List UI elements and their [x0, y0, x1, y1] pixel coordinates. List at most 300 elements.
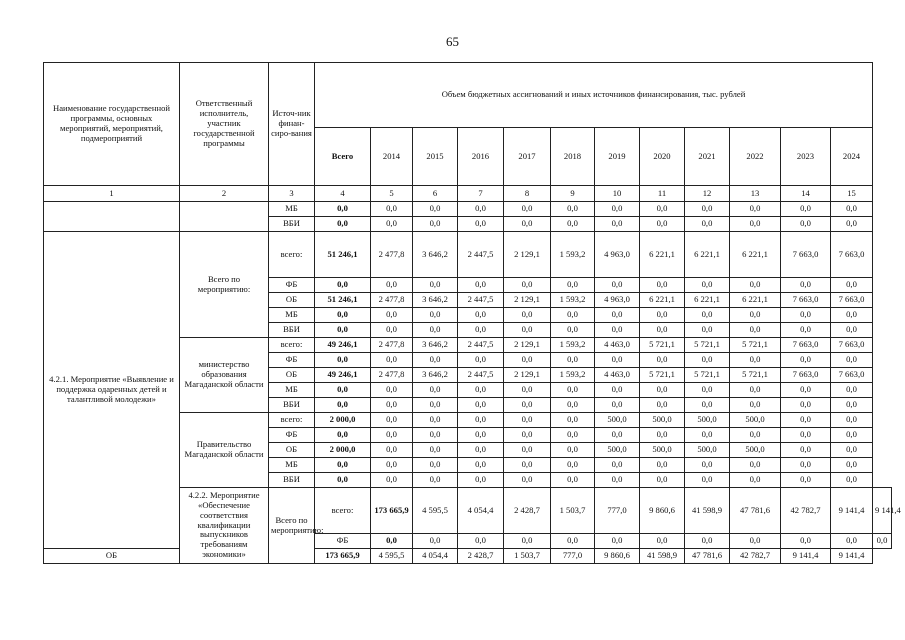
year-value-cell: 0,0: [831, 428, 873, 443]
year-value-cell: 0,0: [595, 458, 640, 473]
year-value-cell: 0,0: [504, 413, 551, 428]
year-value-cell: 0,0: [595, 323, 640, 338]
year-value-cell: 7 663,0: [831, 293, 873, 308]
year-value-cell: 0,0: [371, 428, 413, 443]
year-value-cell: 0,0: [371, 278, 413, 293]
year-value-cell: 0,0: [371, 473, 413, 488]
year-value-cell: 0,0: [504, 428, 551, 443]
year-value-cell: 0,0: [831, 383, 873, 398]
year-value-cell: 0,0: [413, 383, 458, 398]
year-value-cell: 5 721,1: [685, 368, 730, 383]
source-cell: ФБ: [269, 353, 315, 368]
year-value-cell: 0,0: [831, 473, 873, 488]
year-value-cell: 0,0: [551, 278, 595, 293]
year-value-cell: 0,0: [551, 308, 595, 323]
source-cell: ОБ: [44, 549, 180, 564]
source-cell: ВБИ: [269, 323, 315, 338]
column-number: 13: [730, 186, 781, 202]
year-value-cell: 0,0: [413, 534, 458, 549]
year-value-cell: 1 593,2: [551, 338, 595, 353]
year-value-cell: 2 129,1: [504, 338, 551, 353]
year-value-cell: 0,0: [640, 383, 685, 398]
year-value-cell: 2 447,5: [458, 232, 504, 278]
total-cell: 2 000,0: [315, 413, 371, 428]
header-year: 2017: [504, 128, 551, 186]
year-value-cell: 4 054,4: [413, 549, 458, 564]
year-value-cell: 2 129,1: [504, 232, 551, 278]
header-year: 2019: [595, 128, 640, 186]
year-value-cell: 0,0: [413, 473, 458, 488]
year-value-cell: 0,0: [413, 443, 458, 458]
total-cell: 173 665,9: [371, 488, 413, 534]
column-number: 3: [269, 186, 315, 202]
year-value-cell: 777,0: [551, 549, 595, 564]
header-year: 2021: [685, 128, 730, 186]
year-value-cell: 0,0: [371, 353, 413, 368]
year-value-cell: 0,0: [504, 458, 551, 473]
year-value-cell: 5 721,1: [730, 368, 781, 383]
year-value-cell: 1 503,7: [504, 549, 551, 564]
year-value-cell: 0,0: [413, 458, 458, 473]
responsible-government: Правительство Магаданской области: [180, 413, 269, 488]
year-value-cell: 0,0: [458, 323, 504, 338]
year-value-cell: 0,0: [685, 383, 730, 398]
year-value-cell: 0,0: [413, 278, 458, 293]
year-value-cell: 2 477,8: [371, 338, 413, 353]
responsible-ministry: министерство образования Магаданской области: [180, 338, 269, 413]
year-value-cell: 9 141,4: [831, 549, 873, 564]
year-value-cell: 0,0: [685, 353, 730, 368]
year-value-cell: 4 963,0: [595, 232, 640, 278]
budget-table: [43, 62, 901, 564]
year-value-cell: 4 054,4: [458, 488, 504, 534]
header-year: 2015: [413, 128, 458, 186]
year-value-cell: 0,0: [551, 443, 595, 458]
year-value-cell: 500,0: [640, 413, 685, 428]
year-value-cell: 0,0: [831, 202, 873, 217]
page-number: 65: [446, 34, 459, 49]
year-value-cell: 2 447,5: [458, 293, 504, 308]
budget-table-container: [43, 62, 901, 564]
year-value-cell: 0,0: [595, 353, 640, 368]
year-value-cell: 0,0: [413, 202, 458, 217]
year-value-cell: 1 593,2: [551, 232, 595, 278]
year-value-cell: 0,0: [413, 413, 458, 428]
table-row: [44, 202, 892, 217]
year-value-cell: 0,0: [781, 443, 831, 458]
year-value-cell: 0,0: [458, 473, 504, 488]
year-value-cell: 0,0: [504, 323, 551, 338]
year-value-cell: 0,0: [371, 398, 413, 413]
year-value-cell: 5 721,1: [685, 338, 730, 353]
year-value-cell: 0,0: [371, 202, 413, 217]
blank-name-cell: [44, 202, 180, 232]
header-year: 2014: [371, 128, 413, 186]
year-value-cell: 0,0: [831, 413, 873, 428]
table-row: [44, 232, 892, 278]
year-value-cell: 0,0: [781, 534, 831, 549]
year-value-cell: 0,0: [504, 278, 551, 293]
column-number: 12: [685, 186, 730, 202]
year-value-cell: 0,0: [504, 217, 551, 232]
year-value-cell: 0,0: [371, 217, 413, 232]
year-value-cell: 3 646,2: [413, 338, 458, 353]
source-cell: ФБ: [269, 428, 315, 443]
year-value-cell: 0,0: [551, 323, 595, 338]
source-cell: ОБ: [269, 293, 315, 308]
year-value-cell: 0,0: [551, 428, 595, 443]
year-value-cell: 0,0: [781, 428, 831, 443]
column-number: 14: [781, 186, 831, 202]
year-value-cell: 0,0: [504, 443, 551, 458]
source-cell: ФБ: [315, 534, 371, 549]
year-value-cell: 7 663,0: [781, 232, 831, 278]
year-value-cell: 0,0: [730, 458, 781, 473]
header-program-name: Наименование государственной программы, основных мероприятий, мероприятий, подмероприятий: [44, 63, 180, 186]
year-value-cell: 0,0: [504, 353, 551, 368]
table-body: [44, 202, 901, 564]
year-value-cell: 0,0: [413, 428, 458, 443]
year-value-cell: 2 477,8: [371, 232, 413, 278]
year-value-cell: 4 463,0: [595, 338, 640, 353]
year-value-cell: 0,0: [685, 308, 730, 323]
year-value-cell: 2 129,1: [504, 368, 551, 383]
year-value-cell: 9 141,4: [781, 549, 831, 564]
source-cell: ВБИ: [269, 398, 315, 413]
year-value-cell: 0,0: [831, 534, 873, 549]
year-value-cell: 0,0: [458, 428, 504, 443]
year-value-cell: 6 221,1: [640, 232, 685, 278]
year-value-cell: 42 782,7: [730, 549, 781, 564]
year-value-cell: 0,0: [831, 323, 873, 338]
year-value-cell: 0,0: [781, 473, 831, 488]
total-cell: 0,0: [315, 202, 371, 217]
year-value-cell: 0,0: [730, 323, 781, 338]
header-year: 2024: [831, 128, 873, 186]
column-number: 11: [640, 186, 685, 202]
year-value-cell: 0,0: [781, 413, 831, 428]
column-number: 10: [595, 186, 640, 202]
year-value-cell: 0,0: [831, 443, 873, 458]
year-value-cell: 2 428,7: [504, 488, 551, 534]
year-value-cell: 0,0: [458, 353, 504, 368]
year-value-cell: 0,0: [413, 398, 458, 413]
year-value-cell: 6 221,1: [730, 232, 781, 278]
year-value-cell: 0,0: [458, 534, 504, 549]
year-value-cell: 7 663,0: [831, 338, 873, 353]
year-value-cell: 0,0: [595, 308, 640, 323]
year-value-cell: 500,0: [730, 443, 781, 458]
year-value-cell: 0,0: [685, 323, 730, 338]
year-value-cell: 0,0: [781, 202, 831, 217]
year-value-cell: 0,0: [371, 443, 413, 458]
year-value-cell: 41 598,9: [640, 549, 685, 564]
year-value-cell: 500,0: [730, 413, 781, 428]
year-value-cell: 0,0: [685, 217, 730, 232]
year-value-cell: 0,0: [640, 428, 685, 443]
year-value-cell: 0,0: [551, 398, 595, 413]
year-value-cell: 7 663,0: [831, 368, 873, 383]
source-cell: всего:: [269, 413, 315, 428]
year-value-cell: 9 141,4: [831, 488, 873, 534]
year-value-cell: 7 663,0: [831, 232, 873, 278]
year-value-cell: 5 721,1: [730, 338, 781, 353]
year-value-cell: 0,0: [640, 323, 685, 338]
year-value-cell: 0,0: [504, 383, 551, 398]
total-cell: 49 246,1: [315, 368, 371, 383]
year-value-cell: 2 447,5: [458, 338, 504, 353]
year-value-cell: 500,0: [685, 443, 730, 458]
column-number: 6: [413, 186, 458, 202]
year-value-cell: 0,0: [458, 458, 504, 473]
year-value-cell: 6 221,1: [730, 293, 781, 308]
year-value-cell: 0,0: [504, 398, 551, 413]
column-number: 15: [831, 186, 873, 202]
total-cell: 0,0: [315, 323, 371, 338]
year-value-cell: 0,0: [730, 383, 781, 398]
year-value-cell: 3 646,2: [413, 232, 458, 278]
year-value-cell: 0,0: [413, 217, 458, 232]
year-value-cell: 0,0: [458, 413, 504, 428]
year-value-cell: 0,0: [595, 473, 640, 488]
year-value-cell: 2 428,7: [458, 549, 504, 564]
year-value-cell: 0,0: [640, 534, 685, 549]
year-value-cell: 0,0: [640, 473, 685, 488]
year-value-cell: 6 221,1: [685, 293, 730, 308]
year-value-cell: 0,0: [781, 217, 831, 232]
year-value-cell: 0,0: [781, 323, 831, 338]
year-value-cell: 0,0: [595, 428, 640, 443]
source-cell: всего:: [315, 488, 371, 534]
year-value-cell: 0,0: [831, 217, 873, 232]
column-number: 5: [371, 186, 413, 202]
blank-responsible-cell: [180, 202, 269, 232]
year-value-cell: 500,0: [595, 443, 640, 458]
total-cell: 0,0: [315, 353, 371, 368]
year-value-cell: 0,0: [640, 278, 685, 293]
year-value-cell: 0,0: [730, 278, 781, 293]
year-value-cell: 0,0: [551, 534, 595, 549]
source-cell: ОБ: [269, 443, 315, 458]
total-cell: 0,0: [315, 217, 371, 232]
column-number: 4: [315, 186, 371, 202]
year-value-cell: 0,0: [781, 458, 831, 473]
year-value-cell: 0,0: [730, 202, 781, 217]
year-value-cell: 0,0: [831, 308, 873, 323]
year-value-cell: 41 598,9: [685, 488, 730, 534]
year-value-cell: 7 663,0: [781, 293, 831, 308]
source-cell: МБ: [269, 202, 315, 217]
total-cell: 0,0: [315, 278, 371, 293]
year-value-cell: 0,0: [730, 534, 781, 549]
total-cell: 51 246,1: [315, 232, 371, 278]
responsible-all-activity: Всего по мероприятию:: [269, 488, 315, 564]
source-cell: всего:: [269, 338, 315, 353]
header-total: Всего: [315, 128, 371, 186]
year-value-cell: 0,0: [640, 398, 685, 413]
year-value-cell: 0,0: [685, 534, 730, 549]
year-value-cell: 4 595,5: [371, 549, 413, 564]
year-value-cell: 0,0: [730, 217, 781, 232]
year-value-cell: 0,0: [781, 398, 831, 413]
year-value-cell: 1 503,7: [551, 488, 595, 534]
year-value-cell: 4 463,0: [595, 368, 640, 383]
total-cell: 0,0: [371, 534, 413, 549]
header-funding-title: Объем бюджетных ассигнований и иных источников финансирования, тыс. рублей: [315, 63, 873, 128]
year-value-cell: 0,0: [458, 398, 504, 413]
column-number: 1: [44, 186, 180, 202]
year-value-cell: 0,0: [595, 398, 640, 413]
year-value-cell: 0,0: [831, 458, 873, 473]
year-value-cell: 0,0: [640, 308, 685, 323]
year-value-cell: 0,0: [551, 458, 595, 473]
total-cell: 0,0: [315, 473, 371, 488]
year-value-cell: 0,0: [371, 323, 413, 338]
year-value-cell: 2 129,1: [504, 293, 551, 308]
year-value-cell: 0,0: [831, 278, 873, 293]
year-value-cell: 0,0: [685, 278, 730, 293]
year-value-cell: 2 477,8: [371, 368, 413, 383]
year-value-cell: 47 781,6: [730, 488, 781, 534]
total-cell: 0,0: [315, 458, 371, 473]
year-value-cell: 500,0: [595, 413, 640, 428]
year-value-cell: 0,0: [730, 353, 781, 368]
year-value-cell: 7 663,0: [781, 368, 831, 383]
year-value-cell: 0,0: [730, 308, 781, 323]
year-value-cell: 0,0: [504, 308, 551, 323]
table-row: [44, 549, 892, 564]
column-number: 9: [551, 186, 595, 202]
year-value-cell: 0,0: [781, 308, 831, 323]
year-value-cell: 3 646,2: [413, 368, 458, 383]
year-value-cell: 0,0: [551, 217, 595, 232]
year-value-cell: 0,0: [685, 428, 730, 443]
header-year: 2023: [781, 128, 831, 186]
year-value-cell: 4 595,5: [413, 488, 458, 534]
year-value-cell: 9 141,4: [873, 488, 892, 534]
year-value-cell: 0,0: [413, 308, 458, 323]
year-value-cell: 0,0: [458, 308, 504, 323]
year-value-cell: 0,0: [371, 383, 413, 398]
year-value-cell: 0,0: [551, 383, 595, 398]
year-value-cell: 0,0: [551, 353, 595, 368]
header-year: 2016: [458, 128, 504, 186]
source-cell: всего:: [269, 232, 315, 278]
year-value-cell: 0,0: [781, 383, 831, 398]
year-value-cell: 0,0: [640, 458, 685, 473]
year-value-cell: 5 721,1: [640, 338, 685, 353]
year-value-cell: 0,0: [640, 217, 685, 232]
year-value-cell: 0,0: [458, 217, 504, 232]
year-value-cell: 0,0: [831, 353, 873, 368]
source-cell: ВБИ: [269, 473, 315, 488]
source-cell: МБ: [269, 458, 315, 473]
year-value-cell: 4 963,0: [595, 293, 640, 308]
year-value-cell: 42 782,7: [781, 488, 831, 534]
total-cell: 51 246,1: [315, 293, 371, 308]
source-cell: ФБ: [269, 278, 315, 293]
year-value-cell: 0,0: [595, 202, 640, 217]
column-numbers-row: [44, 186, 892, 202]
column-number: 8: [504, 186, 551, 202]
year-value-cell: 0,0: [640, 202, 685, 217]
year-value-cell: 9 860,6: [595, 549, 640, 564]
header-year: 2022: [730, 128, 781, 186]
year-value-cell: 3 646,2: [413, 293, 458, 308]
source-cell: ОБ: [269, 368, 315, 383]
year-value-cell: 0,0: [831, 398, 873, 413]
header-year: 2018: [551, 128, 595, 186]
year-value-cell: 0,0: [551, 202, 595, 217]
year-value-cell: 0,0: [595, 383, 640, 398]
year-value-cell: 0,0: [413, 323, 458, 338]
year-value-cell: 0,0: [371, 413, 413, 428]
source-cell: МБ: [269, 383, 315, 398]
year-value-cell: 777,0: [595, 488, 640, 534]
year-value-cell: 0,0: [685, 458, 730, 473]
year-value-cell: 6 221,1: [685, 232, 730, 278]
year-value-cell: 1 593,2: [551, 368, 595, 383]
total-cell: 49 246,1: [315, 338, 371, 353]
year-value-cell: 0,0: [551, 413, 595, 428]
year-value-cell: 0,0: [458, 383, 504, 398]
total-cell: 0,0: [315, 308, 371, 323]
header-year: 2020: [640, 128, 685, 186]
year-value-cell: 0,0: [730, 428, 781, 443]
year-value-cell: 2 447,5: [458, 368, 504, 383]
year-value-cell: 47 781,6: [685, 549, 730, 564]
year-value-cell: 6 221,1: [640, 293, 685, 308]
year-value-cell: 7 663,0: [781, 338, 831, 353]
year-value-cell: 0,0: [685, 473, 730, 488]
total-cell: 2 000,0: [315, 443, 371, 458]
year-value-cell: 0,0: [504, 473, 551, 488]
year-value-cell: 0,0: [413, 353, 458, 368]
column-number: 7: [458, 186, 504, 202]
year-value-cell: 0,0: [685, 202, 730, 217]
year-value-cell: 1 593,2: [551, 293, 595, 308]
year-value-cell: 500,0: [640, 443, 685, 458]
year-value-cell: 9 860,6: [640, 488, 685, 534]
year-value-cell: 0,0: [730, 473, 781, 488]
activity-name-4-2-2: 4.2.2. Мероприятие «Обеспечение соответствия квалификации выпускников требованиям экономики»: [180, 488, 269, 564]
total-cell: 0,0: [315, 398, 371, 413]
year-value-cell: 0,0: [685, 398, 730, 413]
year-value-cell: 0,0: [504, 202, 551, 217]
header-responsible: Ответственный исполнитель, участник государственной программы: [180, 63, 269, 186]
source-cell: МБ: [269, 308, 315, 323]
year-value-cell: 0,0: [504, 534, 551, 549]
year-value-cell: 0,0: [873, 534, 892, 549]
year-value-cell: 0,0: [781, 278, 831, 293]
year-value-cell: 2 477,8: [371, 293, 413, 308]
year-value-cell: 0,0: [595, 217, 640, 232]
year-value-cell: 0,0: [595, 534, 640, 549]
year-value-cell: 0,0: [371, 458, 413, 473]
year-value-cell: 5 721,1: [640, 368, 685, 383]
total-cell: 0,0: [315, 383, 371, 398]
year-value-cell: 0,0: [458, 443, 504, 458]
responsible-all-activity: Всего по мероприятию:: [180, 232, 269, 338]
year-value-cell: 0,0: [371, 308, 413, 323]
year-value-cell: 0,0: [781, 353, 831, 368]
year-value-cell: 0,0: [730, 398, 781, 413]
year-value-cell: 0,0: [640, 353, 685, 368]
total-cell: 173 665,9: [315, 549, 371, 564]
total-cell: 0,0: [315, 428, 371, 443]
activity-name-4-2-1: 4.2.1. Мероприятие «Выявление и поддержка одаренных детей и талантливой молодежи»: [44, 232, 180, 549]
header-source: Источ-ник финан-сиро-вания: [269, 63, 315, 186]
